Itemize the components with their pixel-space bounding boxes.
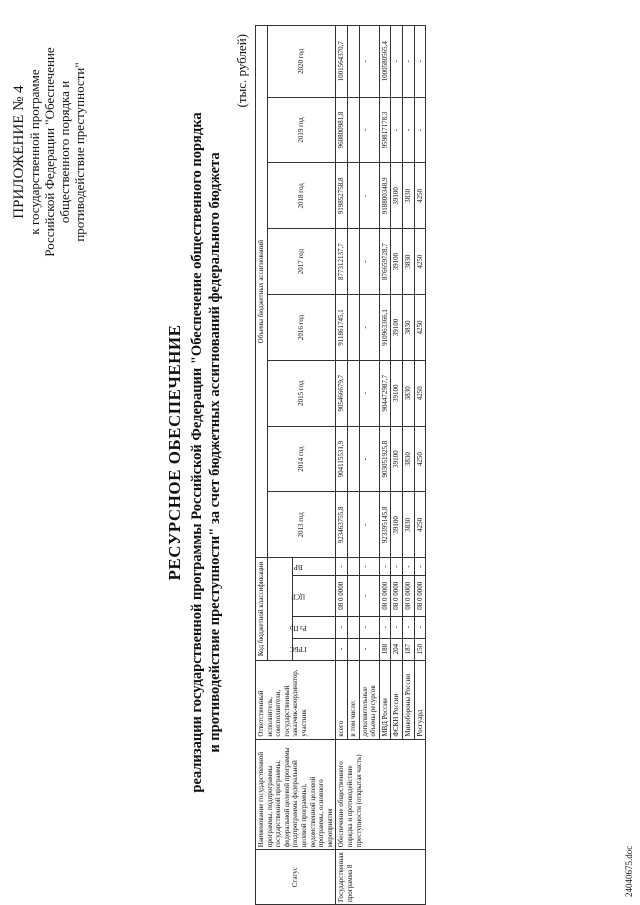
value-cell: 959817178,3 bbox=[379, 97, 391, 163]
header-rz bbox=[290, 616, 336, 638]
value-cell: 904115531,9 bbox=[336, 426, 348, 492]
annex-line: Российской Федерации "Обеспечение bbox=[42, 47, 57, 257]
grbs-cell: - bbox=[336, 638, 348, 660]
value-cell: 903051925,8 bbox=[379, 426, 391, 492]
value-cell: 39100 bbox=[391, 163, 403, 229]
value-cell: 4250 bbox=[414, 426, 426, 492]
value-cell: - bbox=[359, 295, 379, 361]
value-cell: 39100 bbox=[391, 229, 403, 295]
csr-cell: 08 0 0000 bbox=[391, 575, 403, 616]
value-cell: 1000580565,4 bbox=[379, 26, 391, 98]
status-cell: Государственная программа 8 bbox=[336, 850, 426, 905]
value-cell: 923463755,8 bbox=[336, 492, 348, 558]
header-row bbox=[256, 26, 268, 905]
annex-line: к государственной программе bbox=[27, 69, 42, 235]
header-status: Статус bbox=[256, 850, 336, 905]
csr-cell: 08 0 0000 bbox=[414, 575, 426, 616]
grbs-cell: 204 bbox=[391, 638, 403, 660]
value-cell: 1001564370,7 bbox=[336, 26, 348, 98]
value-cell bbox=[347, 295, 359, 361]
header-grbs bbox=[290, 638, 336, 660]
value-cell: 39100 bbox=[391, 295, 403, 361]
value-cell: 923395145,8 bbox=[379, 492, 391, 558]
csr-cell: - bbox=[359, 575, 379, 616]
header-year: 2019 год bbox=[267, 97, 336, 163]
grbs-cell: 188 bbox=[379, 638, 391, 660]
value-cell: - bbox=[359, 426, 379, 492]
value-cell: - bbox=[414, 26, 426, 98]
value-cell: 919852758,8 bbox=[336, 163, 348, 229]
value-cell: 905466679,7 bbox=[336, 360, 348, 426]
grbs-cell: 187 bbox=[402, 638, 414, 660]
value-cell bbox=[347, 163, 359, 229]
header-year: 2020 год bbox=[267, 26, 336, 98]
vr-cell: - bbox=[379, 558, 391, 575]
vr-cell: - bbox=[336, 558, 348, 575]
value-cell: - bbox=[359, 229, 379, 295]
vr-cell: - bbox=[391, 558, 403, 575]
header-vr-label: ВР bbox=[294, 562, 303, 571]
value-cell: 4250 bbox=[414, 163, 426, 229]
rz-cell: - bbox=[402, 616, 414, 638]
value-cell: 39100 bbox=[391, 492, 403, 558]
csr-cell: 08 0 0000 bbox=[402, 575, 414, 616]
csr-cell bbox=[347, 575, 359, 616]
value-cell: - bbox=[359, 492, 379, 558]
value-cell bbox=[347, 97, 359, 163]
executor-cell: ФСКН России bbox=[391, 660, 403, 739]
value-cell: 904472987,7 bbox=[379, 360, 391, 426]
value-cell: 876659728,7 bbox=[379, 229, 391, 295]
header-grbs-label: ГРБС bbox=[290, 645, 307, 654]
rz-cell: - bbox=[336, 616, 348, 638]
rz-cell: - bbox=[379, 616, 391, 638]
header-vr bbox=[293, 558, 336, 575]
annex-line: противодействие преступности" bbox=[72, 62, 87, 242]
document-title: РЕСУРСНОЕ ОБЕСПЕЧЕНИЕ bbox=[165, 324, 184, 581]
value-cell: 911861745,1 bbox=[336, 295, 348, 361]
value-cell: 3830 bbox=[402, 295, 414, 361]
table-body bbox=[336, 26, 426, 905]
rz-cell: - bbox=[359, 616, 379, 638]
executor-cell: всего bbox=[336, 660, 348, 739]
rz-cell: - bbox=[414, 616, 426, 638]
annex-line: общественного порядка и bbox=[57, 80, 72, 224]
header-csr bbox=[293, 575, 336, 616]
grbs-cell bbox=[347, 638, 359, 660]
value-cell: - bbox=[359, 163, 379, 229]
header-volumes: Объемы бюджетных ассигнований bbox=[256, 26, 268, 558]
subtitle-line: реализации государственной программы Российской Федерации "Обеспечение общественного порядка bbox=[189, 112, 205, 793]
rz-cell bbox=[347, 616, 359, 638]
value-cell bbox=[347, 426, 359, 492]
footer-filename: 24040675.doc bbox=[624, 845, 634, 897]
header-year: 2015 год bbox=[267, 360, 336, 426]
executor-cell: Росгуард bbox=[414, 660, 426, 739]
header-name: Наименование государственной программы, подпрограммы государственной программы, федеральной целевой программы (подпрограммы федеральной целевой программы), ведомственной целевой программы, основного мероприятия bbox=[256, 739, 336, 850]
resources-table bbox=[255, 25, 426, 905]
value-cell: - bbox=[402, 97, 414, 163]
value-cell: 3830 bbox=[402, 163, 414, 229]
value-cell: - bbox=[359, 26, 379, 98]
vr-cell: - bbox=[414, 558, 426, 575]
vr-cell bbox=[347, 558, 359, 575]
value-cell: 39100 bbox=[391, 426, 403, 492]
value-cell: 4250 bbox=[414, 295, 426, 361]
value-cell: 39100 bbox=[391, 360, 403, 426]
value-cell: - bbox=[391, 97, 403, 163]
header-year: 2013 год bbox=[267, 492, 336, 558]
table-row bbox=[336, 26, 348, 905]
header-csr-label: ЦСР bbox=[291, 592, 306, 601]
value-cell bbox=[347, 26, 359, 98]
vr-cell: - bbox=[402, 558, 414, 575]
units-label: (тыс. рублей) bbox=[234, 34, 249, 108]
value-cell bbox=[347, 492, 359, 558]
header-year: 2014 год bbox=[267, 426, 336, 492]
value-cell: - bbox=[402, 26, 414, 98]
vr-cell: - bbox=[359, 558, 379, 575]
program-name-cell: Обеспечение общественного порядка и противодействие преступности (открытая часть) bbox=[336, 739, 426, 850]
header-rz-label: Рз Пр bbox=[290, 623, 308, 632]
executor-cell: дополнительные объемы ресурсов bbox=[359, 660, 379, 739]
annex-block bbox=[12, 22, 87, 282]
value-cell: 3830 bbox=[402, 360, 414, 426]
document-subtitle bbox=[188, 60, 224, 845]
executor-cell: МВД России bbox=[379, 660, 391, 739]
header-year: 2018 год bbox=[267, 163, 336, 229]
grbs-cell: 150 bbox=[414, 638, 426, 660]
rz-cell: - bbox=[391, 616, 403, 638]
value-cell: - bbox=[359, 360, 379, 426]
value-cell: 4250 bbox=[414, 229, 426, 295]
value-cell bbox=[347, 360, 359, 426]
value-cell: 918800348,9 bbox=[379, 163, 391, 229]
grbs-cell: - bbox=[359, 638, 379, 660]
annex-title: ПРИЛОЖЕНИЕ № 4 bbox=[11, 85, 27, 219]
header-budget-code: Код бюджетной классификации bbox=[256, 558, 268, 660]
value-cell: 877312137,7 bbox=[336, 229, 348, 295]
value-cell: 960800981,8 bbox=[336, 97, 348, 163]
csr-cell: 08 0 0000 bbox=[379, 575, 391, 616]
value-cell: 910963366,1 bbox=[379, 295, 391, 361]
header-year: 2017 год bbox=[267, 229, 336, 295]
header-executor: Ответственный исполнитель, соисполнители, государственный заказчик-координатор, участник bbox=[256, 660, 336, 739]
value-cell: 4250 bbox=[414, 360, 426, 426]
value-cell: 4250 bbox=[414, 492, 426, 558]
executor-cell: Минобороны России bbox=[402, 660, 414, 739]
value-cell: - bbox=[391, 26, 403, 98]
value-cell bbox=[347, 229, 359, 295]
value-cell: - bbox=[414, 97, 426, 163]
csr-cell: 08 0 0000 bbox=[336, 575, 348, 616]
executor-cell: в том числе: bbox=[347, 660, 359, 739]
header-year: 2016 год bbox=[267, 295, 336, 361]
value-cell: 3830 bbox=[402, 426, 414, 492]
value-cell: 3830 bbox=[402, 492, 414, 558]
value-cell: - bbox=[359, 97, 379, 163]
subtitle-line: и противодействие преступности" за счет бюджетных ассигнований федерального бюджета bbox=[207, 152, 223, 753]
value-cell: 3830 bbox=[402, 229, 414, 295]
